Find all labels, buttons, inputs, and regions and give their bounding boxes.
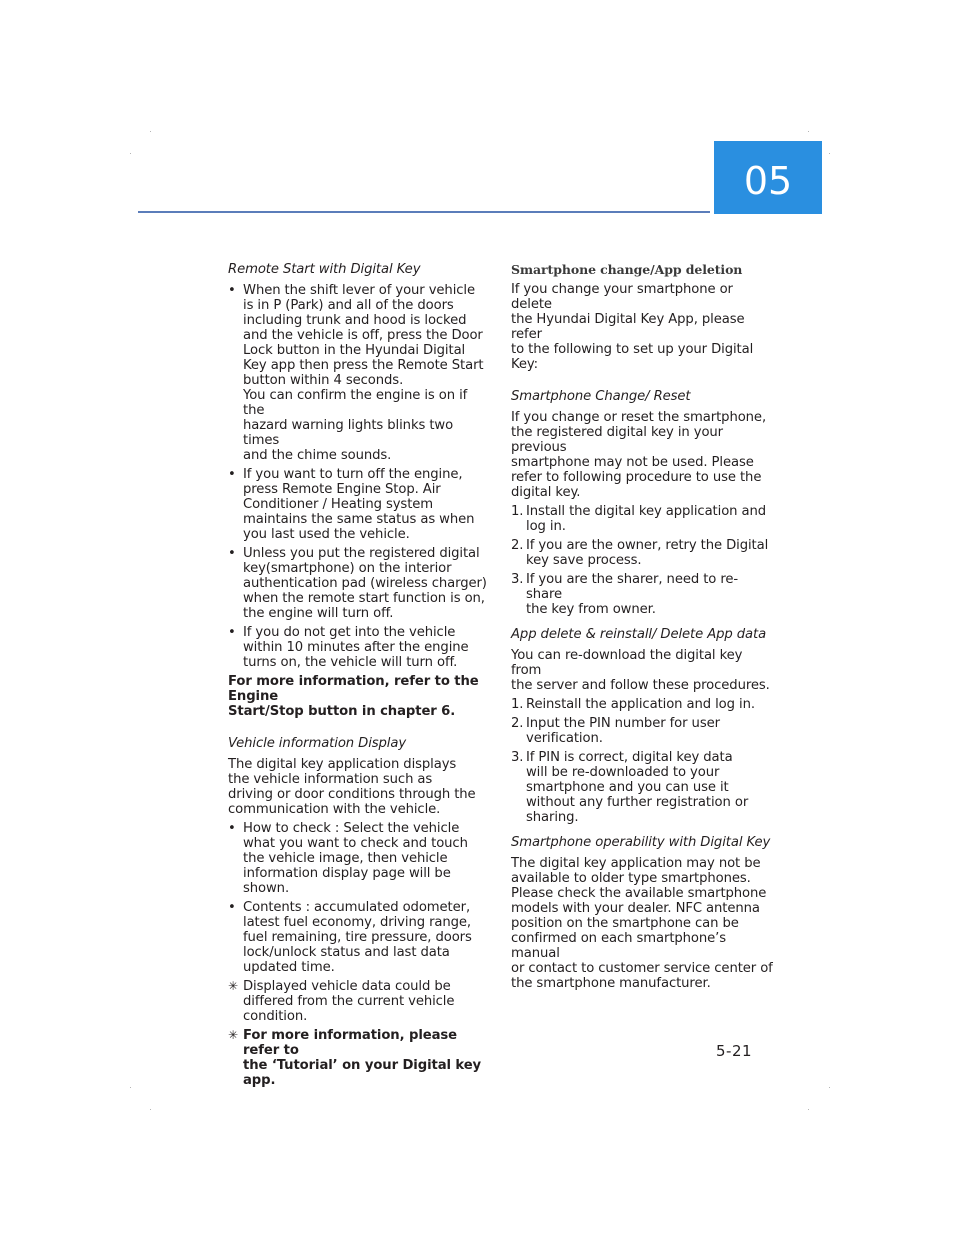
vehicle-info-heading: Vehicle information Display [228,736,407,751]
text-line: sharing. [526,810,579,825]
text-line: Please check the available smartphone [511,886,767,901]
chapter-number: 05 [743,158,793,203]
text-line: and the chime sounds. [243,448,392,463]
bullet-icon: • [228,467,236,482]
engine-start-note [228,674,490,719]
text-line: For more information, please refer to [243,1028,457,1058]
text-line: and the vehicle is off, press the Door [243,328,483,343]
text-line: For more information, refer to the Engine [228,674,479,704]
text-line: the key from owner. [526,602,656,617]
list-item [511,750,773,825]
text-line: without any further registration or [526,795,749,810]
crop-mark [150,1109,151,1110]
text-line: Reinstall the application and log in. [526,697,755,712]
note-star-icon: ✳ [228,979,238,993]
text-line: If you change your smartphone or delete [511,282,733,312]
step-number: 3. [511,572,524,587]
list-item [228,546,490,621]
text-line: what you want to check and touch [243,836,468,851]
bullet-icon: • [228,283,236,298]
text-line: Key: [511,357,538,372]
step-number: 2. [511,716,524,731]
header-rule [138,211,710,213]
text-line: key(smartphone) on the interior [243,561,452,576]
text-line: Displayed vehicle data could be [243,979,451,994]
tutorial-note [228,1028,490,1088]
text-line: turns on, the vehicle will turn off. [243,655,458,670]
text-line: the vehicle image, then vehicle [243,851,448,866]
text-line: including trunk and hood is locked [243,313,467,328]
data-difference-note [228,979,490,1024]
list-item [228,821,490,896]
text-line: log in. [526,519,566,534]
text-line: If you want to turn off the engine, [243,467,463,482]
text-line: position on the smartphone can be [511,916,739,931]
page-number: 5-21 [716,1042,753,1060]
text-line: Conditioner / Heating system [243,497,434,512]
text-line: digital key. [511,485,581,500]
crop-mark [130,1087,131,1088]
crop-mark [829,1087,830,1088]
text-line: Start/Stop button in chapter 6. [228,704,456,719]
text-line: You can confirm the engine is on if the [243,388,468,418]
crop-mark [808,131,809,132]
text-line: hazard warning lights blinks two times [243,418,454,448]
text-line: the registered digital key in your previous [511,425,723,455]
vehicle-info-intro [228,757,490,817]
text-line: the ‘Tutorial’ on your Digital key app. [243,1058,482,1088]
bullet-icon: • [228,821,236,836]
text-line: If PIN is correct, digital key data [526,750,733,765]
text-line: Input the PIN number for user [526,716,720,731]
change-reset-steps [511,504,773,617]
text-line: verification. [526,731,603,746]
crop-mark [808,1109,809,1110]
text-line: available to older type smartphones. [511,871,751,886]
text-line: condition. [243,1009,308,1024]
bullet-icon: • [228,546,236,561]
bullet-icon: • [228,625,236,640]
text-line: communication with the vehicle. [228,802,441,817]
step-number: 1. [511,697,524,712]
text-line: smartphone may not be used. Please [511,455,754,470]
spacer [511,376,773,389]
note-star-icon: ✳ [228,1028,238,1042]
list-item [228,283,490,463]
text-line: The digital key application displays [228,757,457,772]
text-line: shown. [243,881,290,896]
bullet-icon: • [228,900,236,915]
text-line: You can re-download the digital key from [511,648,743,678]
text-line: updated time. [243,960,335,975]
change-reset-body [511,410,773,500]
text-line: to the following to set up your Digital [511,342,754,357]
text-line: press Remote Engine Stop. Air [243,482,441,497]
text-line: maintains the same status as when [243,512,475,527]
text-line: If you are the owner, retry the Digital [526,538,769,553]
text-line: differed from the current vehicle [243,994,455,1009]
list-item [511,697,773,712]
step-number: 1. [511,504,524,519]
right-column [511,262,773,995]
text-line: models with your dealer. NFC antenna [511,901,760,916]
app-delete-heading: App delete & reinstall/ Delete App data [511,627,767,642]
text-line: When the shift lever of your vehicle [243,283,475,298]
crop-mark [150,131,151,132]
text-line: How to check : Select the vehicle [243,821,460,836]
text-line: If you do not get into the vehicle [243,625,456,640]
list-item [511,572,773,617]
left-column [228,262,490,1092]
section-title: Smartphone change/App deletion [511,262,743,277]
text-line: Install the digital key application and [526,504,767,519]
text-line: Contents : accumulated odometer, [243,900,471,915]
remote-start-heading: Remote Start with Digital Key [228,262,421,277]
text-line: key save process. [526,553,642,568]
list-item [228,900,490,975]
spacer [228,723,490,736]
step-number: 2. [511,538,524,553]
text-line: will be re-downloaded to your [526,765,720,780]
text-line: Unless you put the registered digital [243,546,480,561]
text-line: authentication pad (wireless charger) [243,576,487,591]
text-line: smartphone and you can use it [526,780,729,795]
list-item [511,538,773,568]
crop-mark [130,153,131,154]
text-line: button within 4 seconds. [243,373,404,388]
chapter-tab [714,141,822,214]
app-delete-steps [511,697,773,825]
text-line: Lock button in the Hyundai Digital [243,343,466,358]
step-number: 3. [511,750,524,765]
text-line: when the remote start function is on, [243,591,485,606]
text-line: or contact to customer service center of [511,961,773,976]
text-line: the vehicle information such as [228,772,433,787]
list-item [511,716,773,746]
text-line: The digital key application may not be [511,856,761,871]
text-line: driving or door conditions through the [228,787,476,802]
text-line: Key app then press the Remote Start [243,358,484,373]
text-line: the smartphone manufacturer. [511,976,711,991]
change-reset-heading: Smartphone Change/ Reset [511,389,691,404]
text-line: the Hyundai Digital Key App, please refer [511,312,745,342]
app-delete-body [511,648,773,693]
operability-body [511,856,773,991]
text-line: latest fuel economy, driving range, [243,915,472,930]
text-line: within 10 minutes after the engine [243,640,469,655]
text-line: If you are the sharer, need to re-share [526,572,739,602]
list-item [228,625,490,670]
text-line: lock/unlock status and last data [243,945,450,960]
text-line: refer to following procedure to use the [511,470,762,485]
crop-mark [829,153,830,154]
text-line: is in P (Park) and all of the doors [243,298,454,313]
text-line: information display page will be [243,866,451,881]
text-line: the engine will turn off. [243,606,394,621]
remote-start-list [228,283,490,670]
vehicle-info-list [228,821,490,975]
section-intro [511,282,773,372]
operability-heading: Smartphone operability with Digital Key [511,835,771,850]
list-item [228,467,490,542]
text-line: fuel remaining, tire pressure, doors [243,930,472,945]
text-line: you last used the vehicle. [243,527,410,542]
text-line: confirmed on each smartphone’s manual [511,931,727,961]
text-line: the server and follow these procedures. [511,678,770,693]
list-item [511,504,773,534]
text-line: If you change or reset the smartphone, [511,410,767,425]
